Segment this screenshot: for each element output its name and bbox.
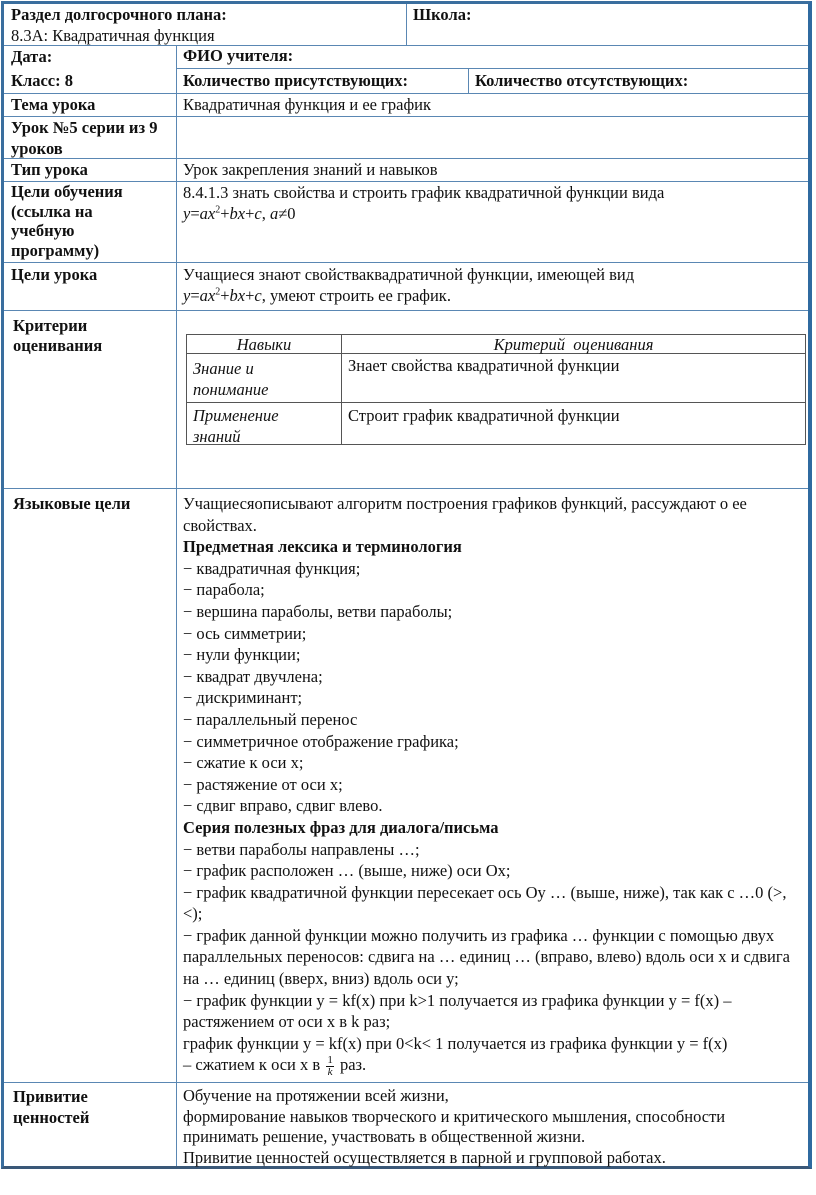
lesson-number-label-cell	[4, 116, 176, 158]
learning-goals-label: Цели обучения (ссылка на учебную программу)	[11, 182, 123, 260]
vocab-item: − вершина параболы, ветви параболы;	[183, 601, 453, 621]
lesson-number-value-cell	[176, 116, 811, 158]
criteria-criterion-2: Строит график квадратичной функции	[348, 406, 620, 425]
present-label: Количество присутствующих:	[183, 71, 409, 90]
criteria-skill-1: Знание и понимание	[193, 359, 269, 399]
lesson-goals-formula-line: $y=ax^2+bx+c$, умеют строить ее график.	[183, 286, 451, 305]
vocab-item: − квадрат двучлена;	[183, 666, 323, 686]
criteria-label-cell	[4, 310, 176, 488]
lesson-goals-text: Учащиеся знают свойстваквадратичной функции, имеющей вид	[183, 265, 635, 284]
criteria-header-skills: Навыки	[236, 335, 292, 354]
criteria-table	[186, 334, 806, 445]
lesson-type-value-cell	[176, 158, 811, 181]
lesson-goals-label: Цели урока	[11, 265, 98, 284]
section-label: Раздел долгосрочного плана:	[11, 5, 227, 24]
present-cell	[176, 68, 468, 93]
language-goals-label: Языковые цели	[13, 494, 131, 513]
lesson-type-value: Урок закрепления знаний и навыков	[183, 160, 438, 179]
lesson-goals-tail: , умеют строить ее график.	[261, 286, 451, 305]
values-line: Привитие ценностей осуществляется в парной и групповой работах.	[183, 1147, 666, 1167]
phrases-title: Серия полезных фраз для диалога/письма	[183, 817, 499, 837]
criteria-skill-2: Применение знаний	[193, 406, 279, 446]
lesson-number-label: Урок №5 серии из 9 уроков	[11, 118, 158, 158]
language-goals-intro: Учащиесяописывают алгоритм построения графиков функций, рассуждают о ее свойствах.	[183, 494, 747, 535]
vocab-item: − квадратичная функция;	[183, 558, 361, 578]
learning-goals-value-cell	[176, 181, 811, 262]
learning-goals-text: 8.4.1.3 знать свойства и строить график квадратичной функции вида	[183, 183, 665, 202]
learning-goals-label-cell	[4, 181, 164, 262]
phrases-list	[183, 839, 804, 1079]
section-value: 8.3А: Квадратичная функция	[11, 26, 215, 45]
values-label-cell	[4, 1082, 144, 1169]
topic-label: Тема урока	[11, 95, 96, 114]
criteria-header-criterion: Критерий оценивания	[493, 335, 654, 354]
fraction-one-over-k: $\frac{1}{k}$	[327, 1054, 333, 1079]
values-line: Обучение на протяжении всей жизни,	[183, 1086, 449, 1105]
date-label: Дата:	[11, 47, 53, 66]
topic-value-cell	[176, 93, 811, 116]
phrase-last-prefix: – сжатием к оси х в	[183, 1055, 321, 1075]
lesson-goals-value-cell	[176, 262, 811, 310]
vocab-item: − растяжение от оси х;	[183, 774, 343, 794]
school-label: Школа:	[413, 5, 472, 24]
language-goals-label-cell	[4, 488, 176, 1082]
phrase-item: график функции y = kf(x) при 0<k< 1 получается из графика функции y = f(x)	[183, 1033, 728, 1053]
vocab-item: − сдвиг вправо, сдвиг влево.	[183, 796, 383, 816]
vocab-item: − сжатие к оси х;	[183, 753, 304, 773]
teacher-cell	[176, 45, 811, 68]
vocab-item: − парабола;	[183, 580, 265, 600]
absent-label: Количество отсутствующих:	[475, 71, 689, 90]
vocab-item: − ось симметрии;	[183, 623, 307, 643]
values-label: Привитие ценностей	[13, 1087, 90, 1127]
topic-label-cell	[4, 93, 176, 116]
school-cell	[406, 4, 811, 45]
class-label: Класс: 8	[11, 71, 73, 90]
learning-goals-formula: $y=ax^2+bx+c$, a≠0	[183, 204, 296, 223]
phrase-item-last	[183, 1054, 804, 1078]
values-line: формирование навыков творческого и критического мышления, способности принимать решение, участвовать в общественной жизни.	[183, 1106, 726, 1146]
phrase-item: − ветви параболы направлены …;	[183, 839, 420, 859]
vocab-item: − параллельный перенос	[183, 709, 358, 729]
absent-cell	[468, 68, 811, 93]
vocab-title: Предметная лексика и терминология	[183, 537, 462, 557]
phrase-item: − график данной функции можно получить из графика … функции с помощью двух параллельных переносов: сдвига на … единиц … (вправо, влево) вдоль оси х и сдвига на … единиц (вверх, вниз) вдоль оси у;	[183, 925, 790, 989]
lesson-plan-table	[1, 1, 812, 1169]
criteria-label: Критерии оценивания	[13, 316, 103, 355]
lesson-goals-label-cell	[4, 262, 176, 310]
phrase-item: − график квадратичной функции пересекает ось Оу … (выше, ниже), так как с …0 (>,<);	[183, 882, 787, 924]
language-goals-value-cell	[176, 488, 811, 1082]
lesson-type-label: Тип урока	[11, 160, 88, 179]
vocab-list	[183, 558, 804, 817]
lesson-type-label-cell	[4, 158, 176, 181]
values-value-cell	[176, 1082, 811, 1169]
criteria-table-divider	[187, 402, 805, 403]
phrase-item: − график функции y = kf(x) при k>1 получается из графика функции y = f(x) – растяжением от оси х в k раз;	[183, 990, 732, 1032]
teacher-label: ФИО учителя:	[183, 46, 294, 65]
date-class-cell	[4, 45, 176, 93]
topic-value: Квадратичная функция и ее график	[183, 95, 432, 114]
vocab-item: − дискриминант;	[183, 688, 303, 708]
phrase-item: − график расположен … (выше, ниже) оси Ох;	[183, 861, 511, 881]
vocab-item: − нули функции;	[183, 645, 301, 665]
vocab-item: − симметричное отображение графика;	[183, 731, 459, 751]
section-cell	[4, 4, 406, 45]
criteria-criterion-1: Знает свойства квадратичной функции	[348, 356, 620, 375]
phrase-last-suffix: раз.	[339, 1055, 367, 1075]
